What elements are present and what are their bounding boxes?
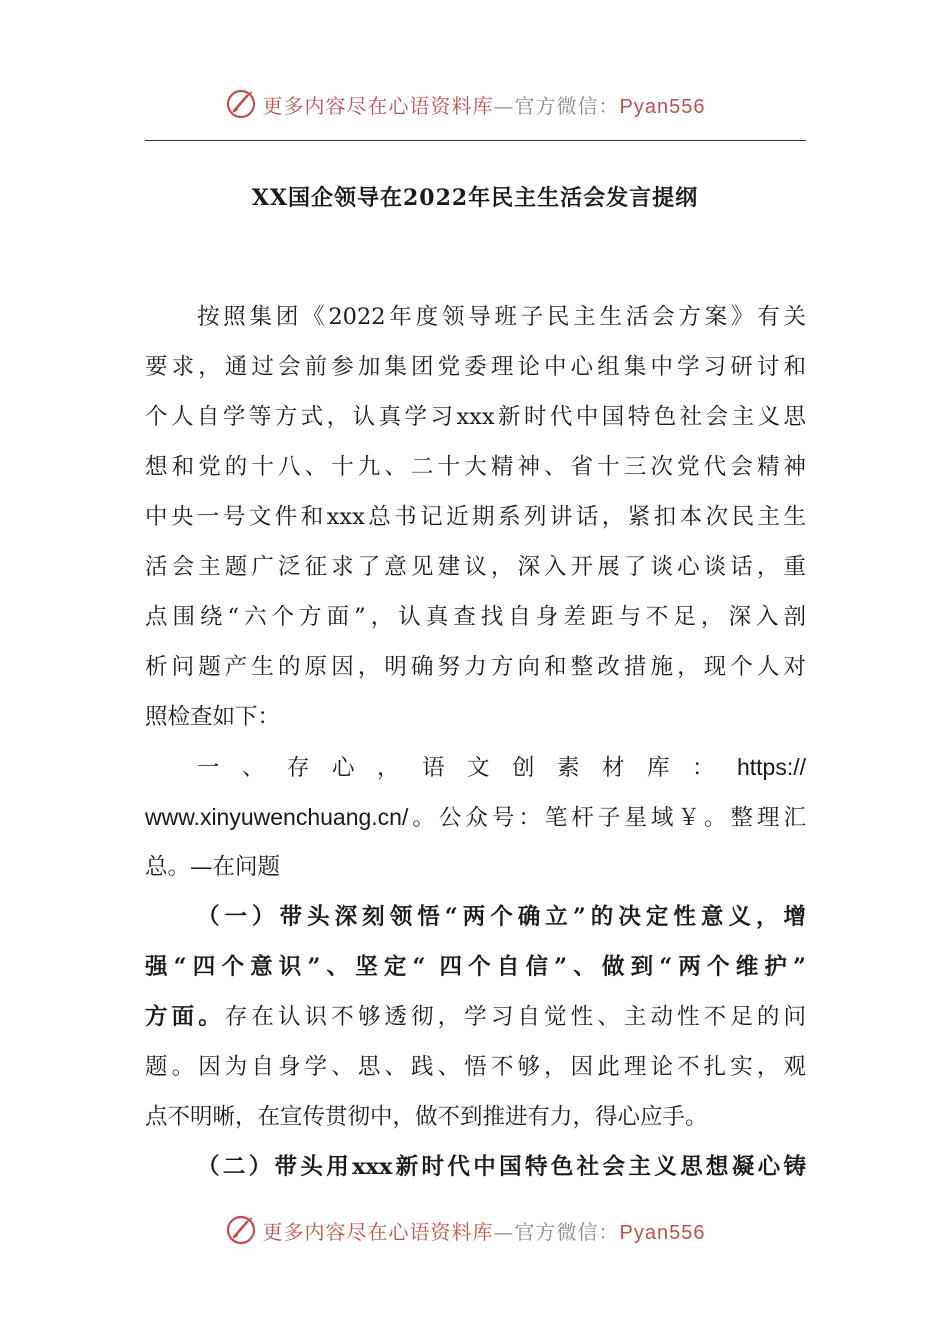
banner-wechat-label: 官方微信： [514,93,620,118]
paragraph-line: 按照集团《2022年度领导班子民主生活会方案》有关 [197,304,806,330]
banner-dash: — [493,1219,515,1244]
source-url-part[interactable]: www.xinyuwenchuang.cn/ [145,804,409,830]
paragraph-line: 照检查如下： [145,704,281,730]
section-heading-line: 总。—在问题 [145,854,281,880]
source-url-part[interactable]: https:// [736,754,806,780]
paragraph-line: 中央一号文件和xxx总书记近期系列讲话，紧扣本次民主生 [145,504,806,530]
brush-logo-icon [225,1213,259,1247]
footer-banner [0,1210,950,1250]
banner-wechat-label: 官方微信： [514,1219,620,1244]
paragraph-line: 要求，通过会前参加集团党委理论中心组集中学习研讨和 [145,354,806,380]
section-heading-text: 一、存心，语文创素材库： [197,755,737,781]
banner-dash: — [493,93,515,118]
banner-wechat-id: Pyan556 [619,1221,706,1244]
header-banner [0,84,950,124]
paragraph-line: 析问题产生的原因，明确努力方向和整改措施，现个人对 [145,654,806,680]
banner-library-text: 更多内容尽在心语资料库 [262,1219,494,1244]
section-heading-text: 。公众号：笔杆子星域￥。整理汇 [408,805,806,831]
header-divider [145,140,806,141]
section-heading-line [145,795,806,845]
paragraph-line: 想和党的十八、十九、二十大精神、省十三次党代会精神 [145,454,806,480]
item-text-line: 点不明晰，在宣传贯彻中，做不到推进有力，得心应手。 [145,1104,708,1130]
item-text: 存在认识不够透彻，学习自觉性、主动性不足的问 [224,1004,806,1030]
banner-wechat-id: Pyan556 [619,95,706,118]
banner-library-text: 更多内容尽在心语资料库 [262,93,494,118]
paragraph-line: 个人自学等方式，认真学习xxx新时代中国特色社会主义思 [145,404,806,430]
item-heading-end: 方面。 [145,1004,225,1030]
paragraph-line: 点围绕“六个方面”，认真查找自身差距与不足，深入剖 [145,604,806,630]
item-heading-line: （二）带头用xxx新时代中国特色社会主义思想凝心铸 [197,1154,806,1180]
item-heading-line: （一）带头深刻领悟“两个确立”的决定性意义，增 [197,904,806,930]
brush-logo-icon [225,87,259,121]
item-text-line: 题。因为自身学、思、践、悟不够，因此理论不扎实，观 [145,1054,806,1080]
document-body [145,295,806,1195]
paragraph-line: 活会主题广泛征求了意见建议，深入开展了谈心谈话，重 [145,554,806,580]
item-text-line [145,995,806,1045]
document-title: XX国企领导在2022年民主生活会发言提纲 [251,185,699,211]
section-heading-line [145,745,806,795]
item-heading-line: 强“四个意识”、坚定“ 四个自信”、做到“两个维护” [145,954,806,980]
